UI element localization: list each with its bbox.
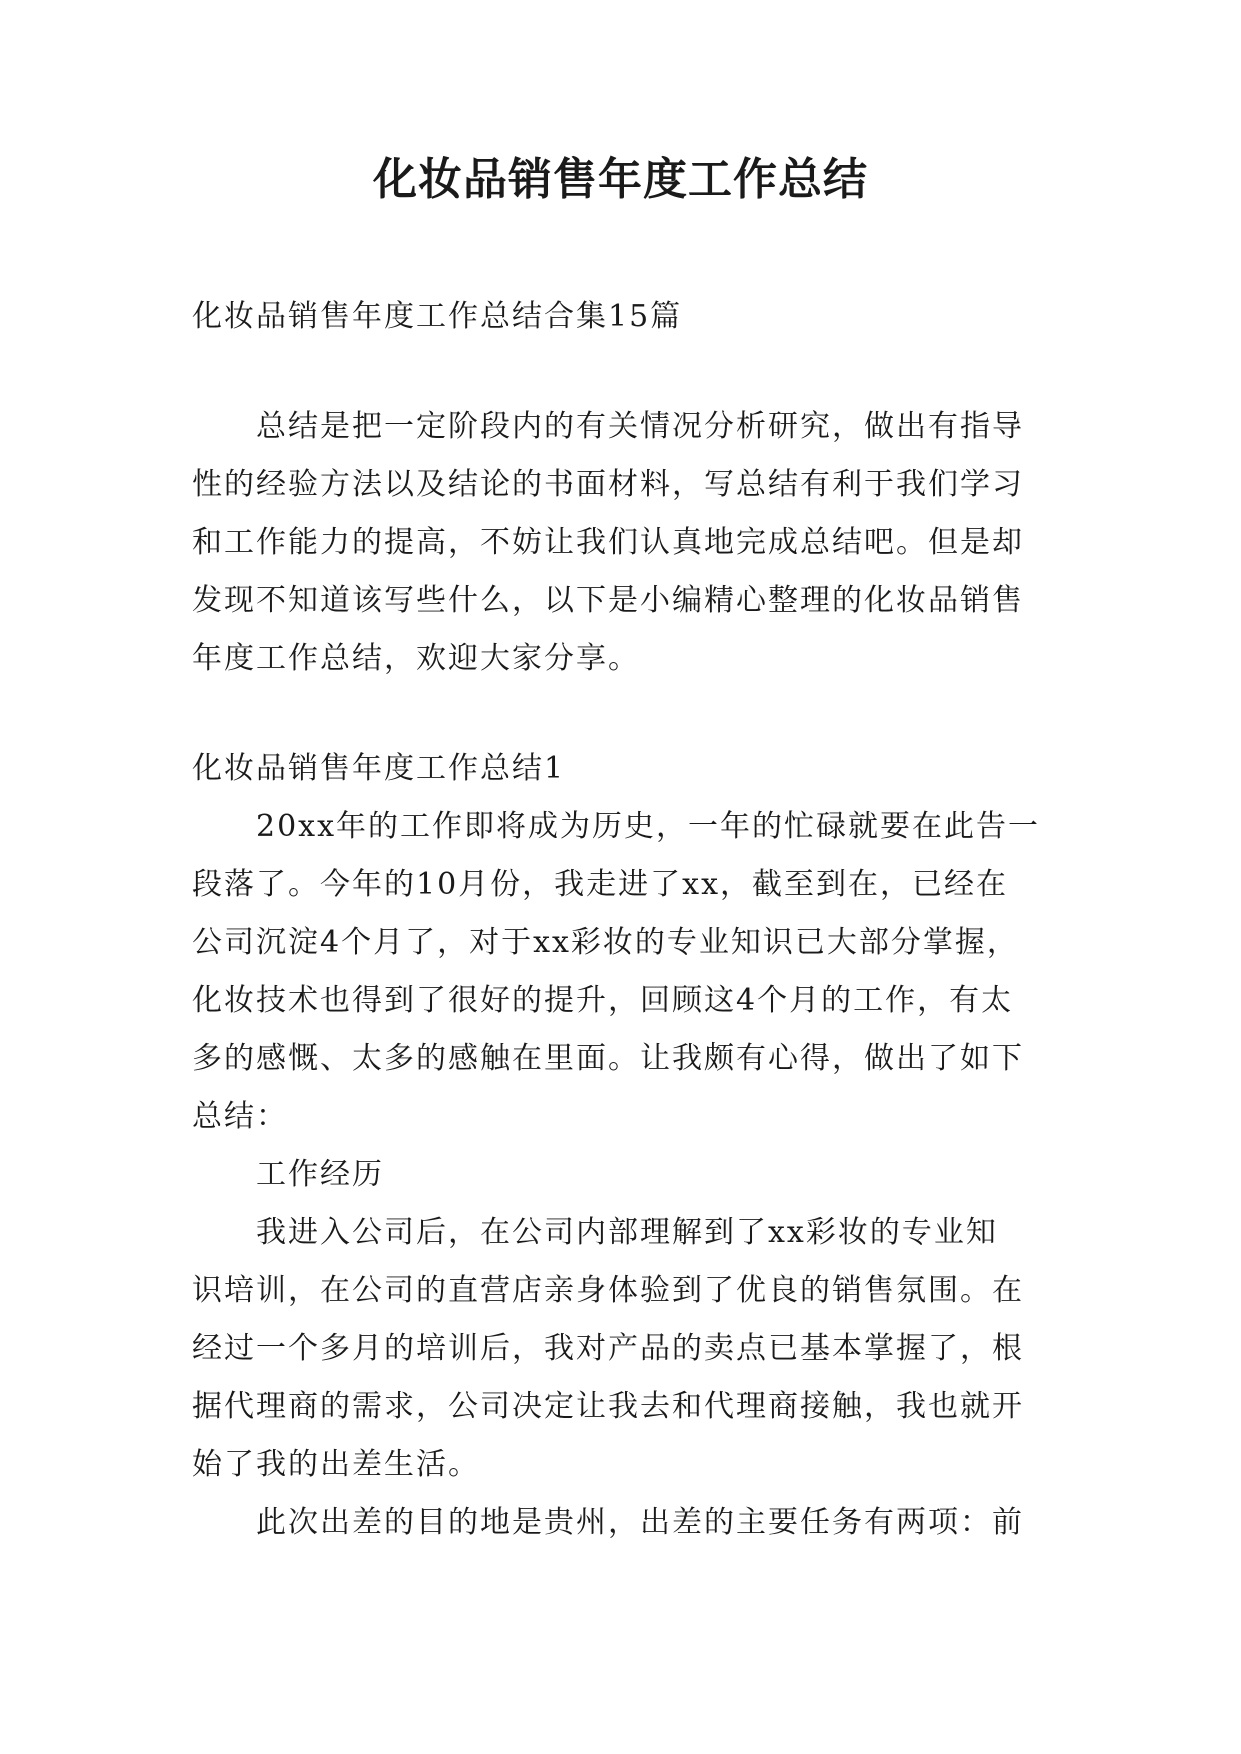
section-heading: 化妆品销售年度工作总结1 <box>192 751 566 786</box>
paragraph-one <box>192 798 1062 1146</box>
paragraph-line: 总结： <box>192 1099 288 1134</box>
paragraph-line: 经过一个多月的培训后，我对产品的卖点已基本掌握了，根 <box>192 1331 1024 1366</box>
paragraph-line: 此次出差的目的地是贵州，出差的主要任务有两项：前 <box>256 1505 1024 1540</box>
paragraph-line: 性的经验方法以及结论的书面材料，写总结有利于我们学习 <box>192 467 1024 502</box>
paragraph-line: 段落了。今年的10月份，我走进了xx，截至到在，已经在 <box>192 867 1009 902</box>
subsection-heading: 工作经历 <box>256 1157 384 1192</box>
paragraph-line: 20xx年的工作即将成为历史，一年的忙碌就要在此告一 <box>256 809 1041 844</box>
paragraph-line: 多的感慨、太多的感触在里面。让我颇有心得，做出了如下 <box>192 1041 1024 1076</box>
paragraph-line: 始了我的出差生活。 <box>192 1447 480 1482</box>
intro-paragraph <box>192 398 1062 688</box>
paragraph-line: 据代理商的需求，公司决定让我去和代理商接触，我也就开 <box>192 1389 1024 1424</box>
paragraph-line: 和工作能力的提高，不妨让我们认真地完成总结吧。但是却 <box>192 525 1024 560</box>
paragraph-three <box>192 1494 1062 1552</box>
paragraph-line: 公司沉淀4个月了，对于xx彩妆的专业知识已大部分掌握， <box>192 925 1019 960</box>
paragraph-line: 我进入公司后，在公司内部理解到了xx彩妆的专业知 <box>256 1215 998 1250</box>
paragraph-line: 总结是把一定阶段内的有关情况分析研究，做出有指导 <box>256 409 1024 444</box>
paragraph-line: 化妆技术也得到了很好的提升，回顾这4个月的工作，有太 <box>192 983 1014 1018</box>
paragraph-two <box>192 1204 1062 1494</box>
document-title: 化妆品销售年度工作总结 <box>373 154 868 205</box>
paragraph-line: 识培训，在公司的直营店亲身体验到了优良的销售氛围。在 <box>192 1273 1024 1308</box>
document-subtitle: 化妆品销售年度工作总结合集15篇 <box>192 299 683 334</box>
paragraph-line: 年度工作总结，欢迎大家分享。 <box>192 641 640 676</box>
paragraph-line: 发现不知道该写些什么，以下是小编精心整理的化妆品销售 <box>192 583 1024 618</box>
document-body <box>192 288 1062 1552</box>
